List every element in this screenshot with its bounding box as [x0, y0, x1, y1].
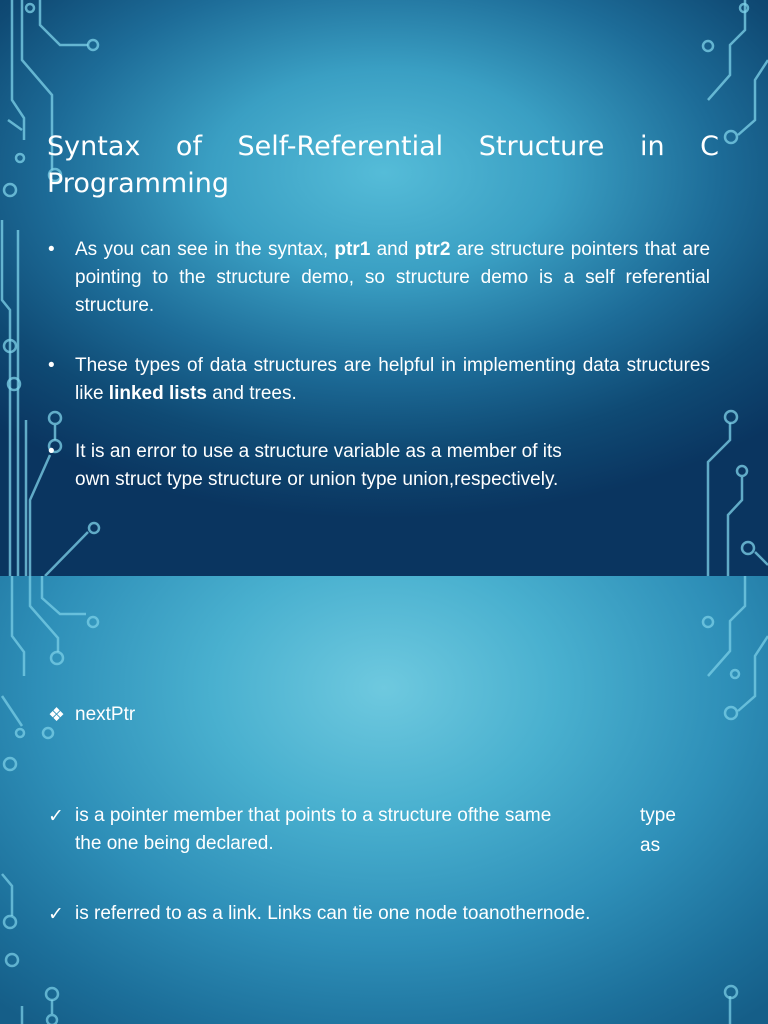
ptr1-term: ptr1: [334, 239, 371, 260]
bullet-text-and: and: [370, 239, 415, 260]
checkmark-icon: ✓: [48, 805, 64, 827]
circuit-decoration-right: [0, 576, 768, 1024]
bullet-list-1: [48, 236, 710, 320]
ptr2-term: ptr2: [414, 239, 451, 260]
bullet-line-2: own struct type structure or union type union,respectively.: [75, 469, 559, 490]
check-item-1-line-2: the one being declared.: [75, 833, 274, 854]
bullet-error-note: [48, 438, 710, 494]
bullet-text-post: and trees.: [207, 383, 297, 404]
bullet-text-pre: These types of data structures are helpful in implementing data structures like: [75, 355, 710, 404]
bullet-dot: •: [48, 239, 55, 260]
bullet-dot: •: [48, 355, 55, 376]
next-ptr-label: nextPtr: [75, 704, 136, 725]
bullet-ptr-explanation: [48, 236, 710, 320]
bullet-text-post: are structure pointers that are pointing to the structure demo, so structure demo is a self referential structure.: [75, 239, 711, 316]
bullet-data-structures: [48, 352, 710, 408]
slide-title: Syntax of Self-Referential Structure in C Programming: [47, 131, 719, 199]
bullet-dot: •: [48, 441, 55, 462]
bullet-line-1: It is an error to use a structure variable as a member of its: [75, 441, 562, 462]
diamond-bullet-icon: ❖: [48, 704, 66, 726]
bullet-text-pre: As you can see in the syntax,: [75, 239, 335, 260]
linked-lists-term: linked lists: [108, 383, 207, 404]
side-word-as: as: [640, 835, 661, 856]
check-item-1-line-1: is a pointer member that points to a structure ofthe same: [75, 805, 552, 826]
checkmark-icon: ✓: [48, 903, 64, 925]
side-word-type: type: [640, 805, 676, 826]
bullet-list-3: [48, 438, 710, 494]
bullet-list-2: [48, 352, 710, 408]
slide-2: [0, 576, 768, 1024]
check-item-2-text: is referred to as a link. Links can tie one node toanothernode.: [75, 903, 591, 924]
